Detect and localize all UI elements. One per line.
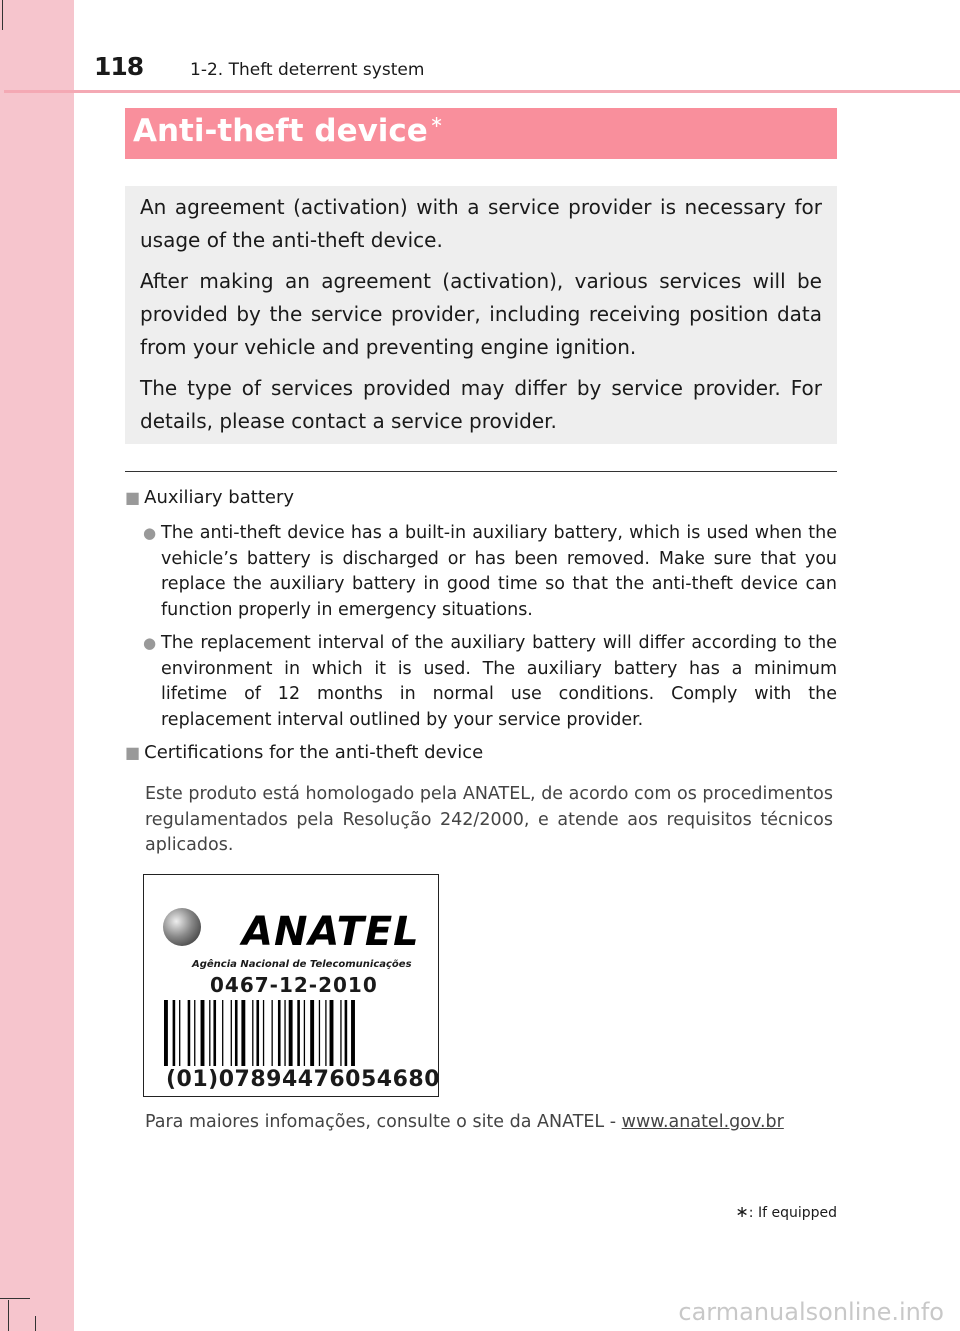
- watermark: carmanualsonline.info: [678, 1298, 944, 1326]
- agency-name: Agência Nacional de Telecomunicações: [192, 959, 412, 970]
- crop-mark: [0, 1298, 30, 1299]
- side-margin-band: [0, 0, 74, 1331]
- footnote-marker: ∗: [429, 112, 444, 131]
- registration-number: 0467-12-2010: [210, 973, 378, 997]
- bullet-item: [143, 521, 837, 623]
- circle-bullet-icon: ●: [143, 634, 157, 652]
- anatel-website-link[interactable]: www.anatel.gov.br: [621, 1112, 784, 1132]
- section-title: Anti-theft device: [133, 113, 428, 149]
- square-bullet-icon: ■: [125, 743, 141, 762]
- anatel-logo: ANATEL: [242, 909, 420, 955]
- intro-box: [125, 186, 837, 444]
- circle-bullet-icon: ●: [143, 524, 157, 542]
- intro-paragraph: The type of services provided may differ by service provider. For details, please contact a service provider.: [140, 376, 822, 433]
- certifications-heading: [125, 742, 483, 763]
- heading-text: Auxiliary battery: [144, 487, 295, 508]
- heading-text: Certifications for the anti-theft device: [144, 742, 484, 763]
- intro-paragraph: An agreement (activation) with a service provider is necessary for usage of the anti-theft device.: [140, 195, 822, 252]
- bullet-text: The replacement interval of the auxiliary battery will differ according to the environment in which it is used. The auxiliary battery has a minimum lifetime of 12 months in normal use conditions. Comply with the replacement interval outlined by your service provider.: [161, 633, 837, 730]
- barcode-number: (01)07894476054680: [166, 1067, 441, 1092]
- certification-statement: Este produto está homologado pela ANATEL, de acordo com os procedimentos regulamentados pela Resolução 242/2000, e atende aos requisitos técnicos aplicados.: [145, 784, 833, 855]
- more-info-text: Para maiores infomações, consulte o site da ANATEL -: [145, 1112, 622, 1132]
- auxiliary-battery-heading: [125, 487, 294, 508]
- intro-paragraph: After making an agreement (activation), various services will be provided by the service provider, including receiving position data from your vehicle and preventing engine ignition.: [140, 269, 822, 359]
- footnote-marker: ∗: [735, 1202, 749, 1221]
- more-info-line: [145, 1112, 784, 1132]
- bullet-text: The anti-theft device has a built-in auxiliary battery, which is used when the vehicle’s battery is discharged or has been removed. Make sure that you replace the auxiliary battery in good time so that the anti-theft device can function properly in emergency situations.: [161, 523, 837, 620]
- header-rule: [4, 90, 960, 93]
- page-number: 118: [94, 52, 144, 81]
- section-divider: [125, 471, 837, 472]
- globe-icon: [163, 908, 201, 946]
- section-title-bar: [125, 108, 837, 159]
- bullet-item: [143, 631, 837, 733]
- footnote: [735, 1202, 837, 1221]
- crop-mark: [8, 1300, 9, 1331]
- barcode: [164, 1000, 404, 1066]
- crop-mark: [2, 0, 3, 30]
- square-bullet-icon: ■: [125, 488, 141, 507]
- running-head: 1-2. Theft deterrent system: [190, 60, 425, 80]
- anatel-certification-label: [143, 874, 439, 1097]
- crop-mark: [35, 1316, 36, 1331]
- footnote-text: : If equipped: [748, 1205, 837, 1221]
